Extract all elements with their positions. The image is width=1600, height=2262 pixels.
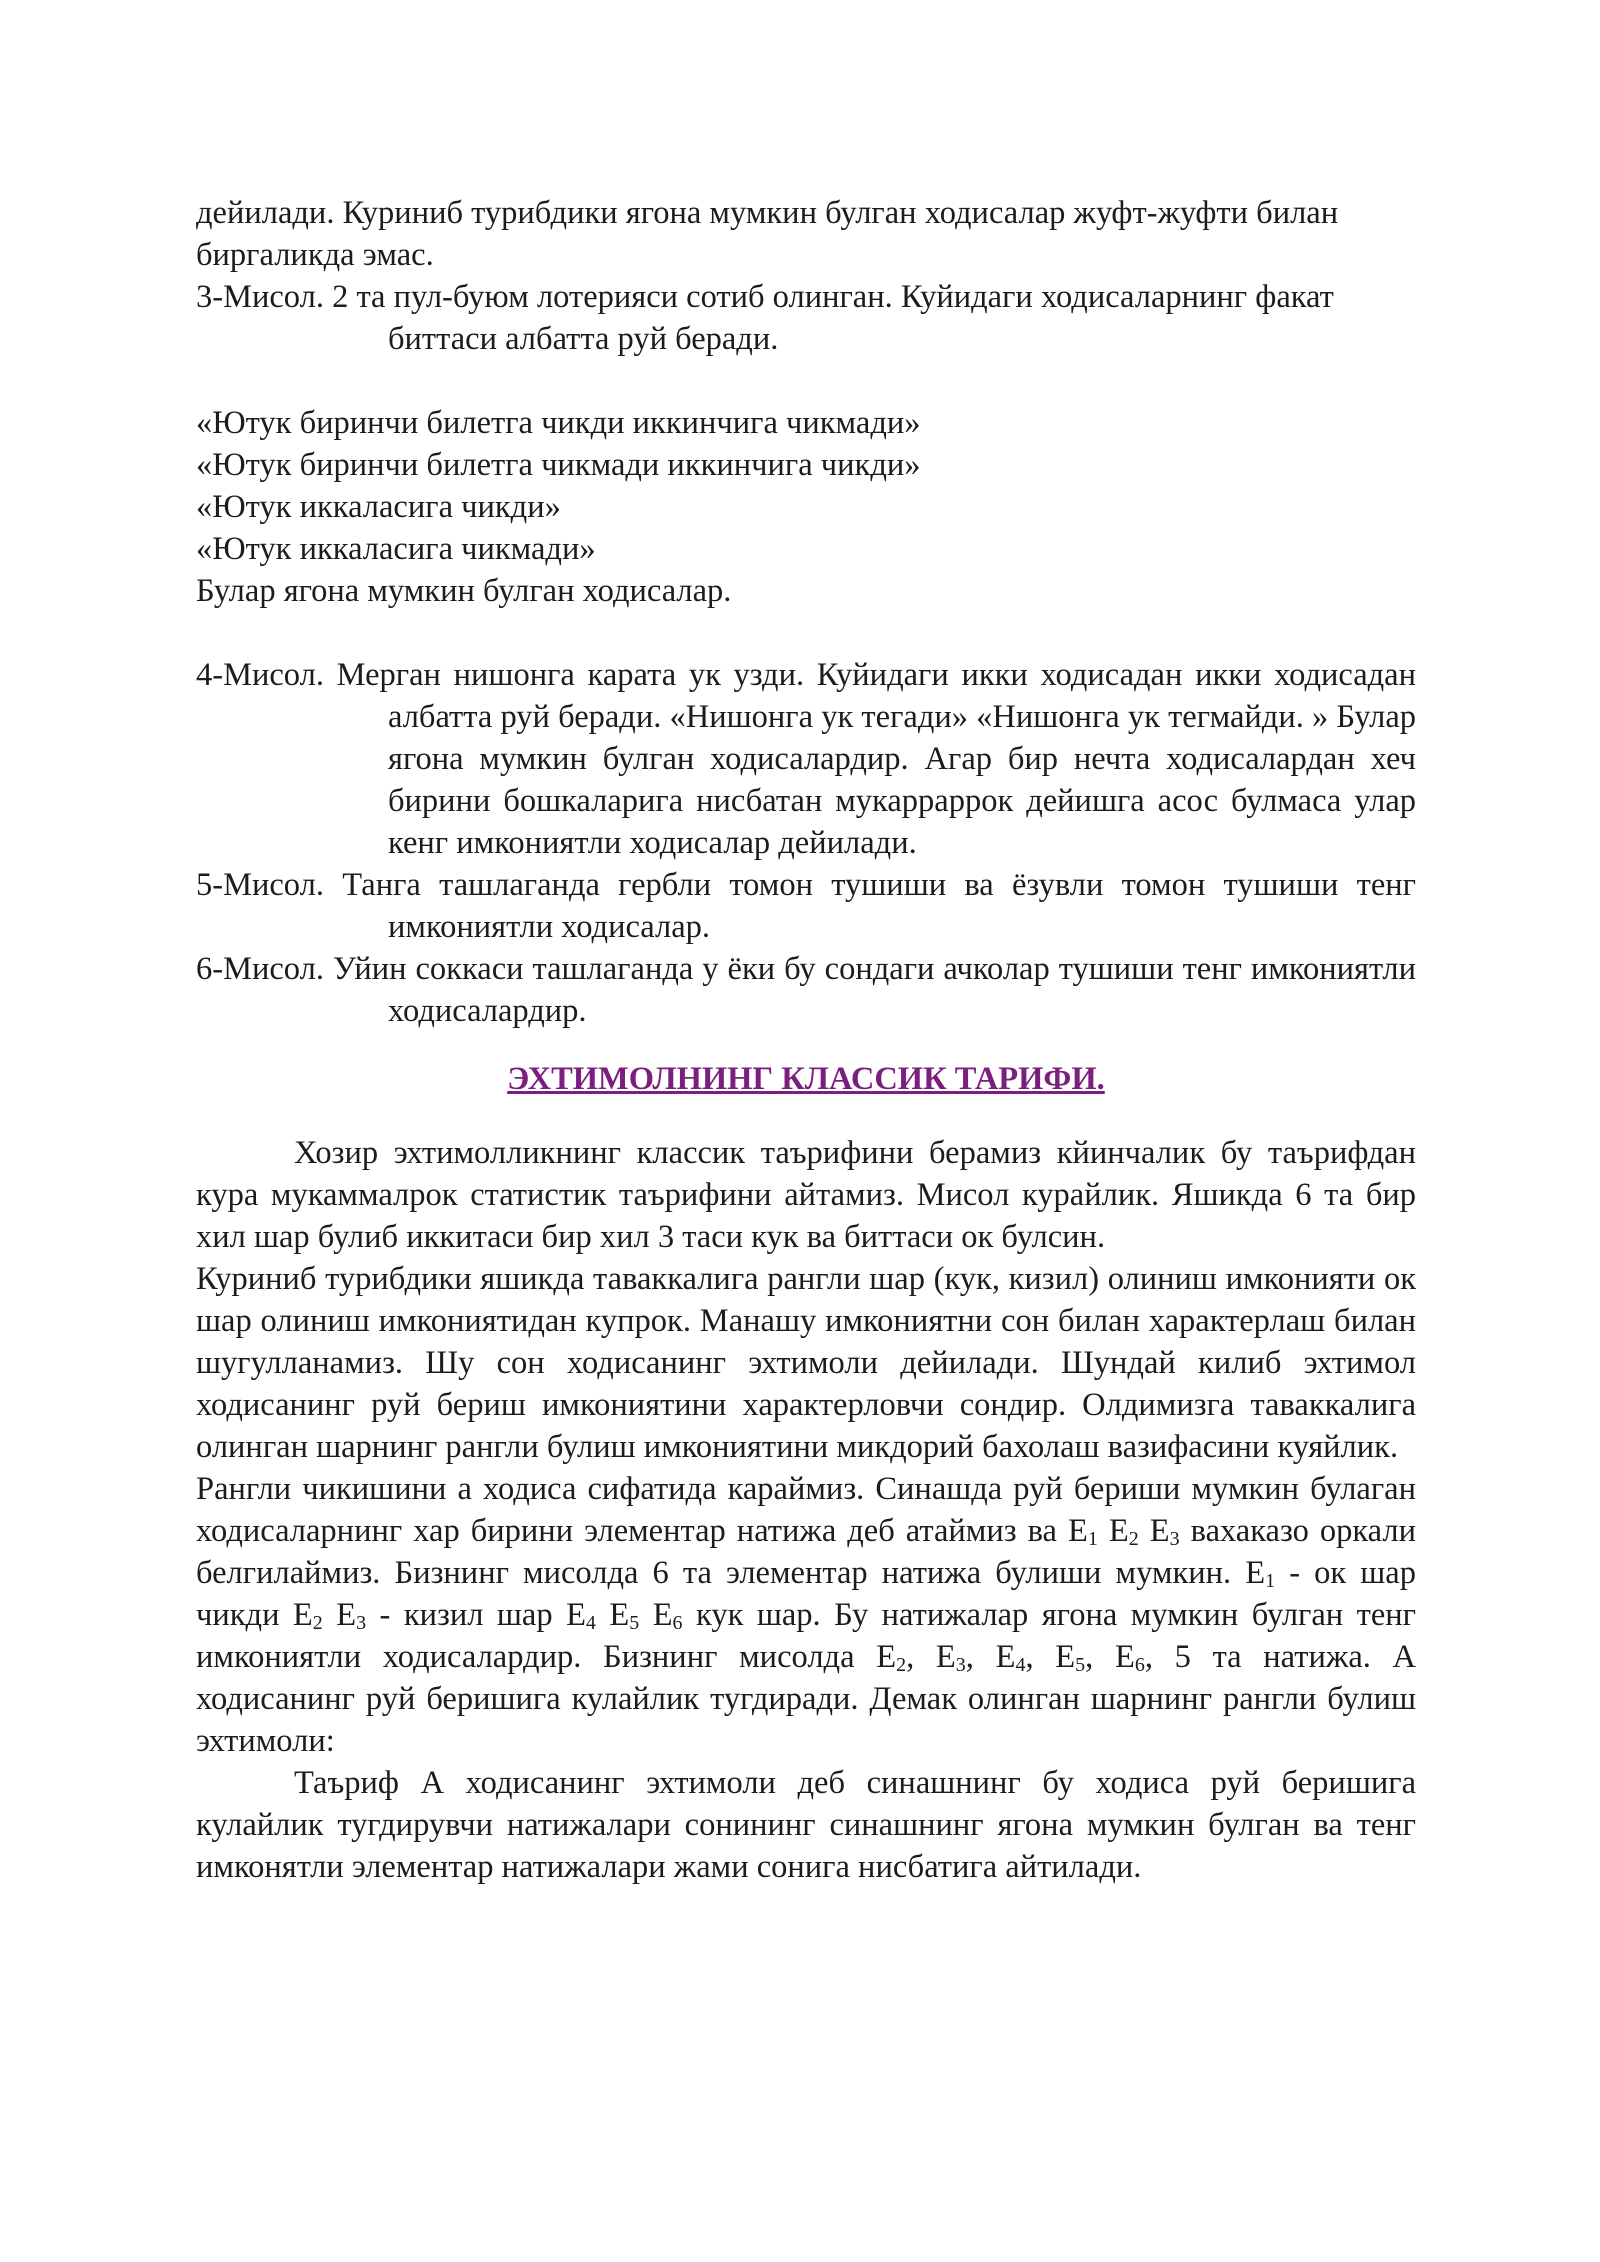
text-run: кук шар. Бу натижалар ягона мумкин булган тенг имкониятли ходисалардир. Бизнинг мисолда xyxy=(196,1597,1416,1675)
text-run: - ок шар чикди xyxy=(196,1555,1416,1633)
symbol-e5: $E_5$ xyxy=(609,1597,640,1634)
symbol-e2: $E_2$ xyxy=(292,1597,323,1634)
symbol-e2: $E_2$ xyxy=(876,1639,907,1676)
symbol-e3: $E_3$ xyxy=(336,1597,367,1634)
paragraph-colored-ball: Рангли чикишини а ходиса сифатида караймиз. Синашда руй бериши мумкин булаган ходисаларнинг хар бирини элементар натижа деб атаймиз ва $E_1$ $E_2$ $E_3$ вахаказо оркали белгилаймиз. Бизнинг мисолда 6 та элементар натижа булиши мумкин. $E_1$ - ок шар чикди $E_2$ $E_3$ - кизил шар $E_4$ $E_5$ $E_6$ кук шар. Бу натижалар ягона мумкин булган тенг имкониятли ходисалардир. Бизнинг мисолда $E_2$, $E_3$, $E_4$, $E_5$, $E_6$, 5 та натижа. А ходисанинг руй беришига кулайлик тугдиради. Демак олинган шарнинг рангли булиш эхтимоли: xyxy=(196,1471,1417,1759)
symbol-e4: $E_4$ xyxy=(995,1639,1026,1676)
symbol-e3: $E_3$ xyxy=(1149,1513,1180,1550)
example-5: 5-Мисол. Танга ташлаганда гербли томон тушиши ва ёзувли томон тушиши тенг имкониятли ходисалар. xyxy=(196,867,1416,945)
text-run: , 5 та натижа. А ходисанинг руй беришига кулайлик тугдиради. Демак олинган шарнинг рангли булиш эхтимоли: xyxy=(196,1639,1417,1759)
symbol-e4: $E_4$ xyxy=(566,1597,596,1634)
document-page xyxy=(196,192,1416,1888)
example-6: 6-Мисол. Уйин соккаси ташлаганда у ёки бу сондаги ачколар тушиши тенг имкониятли ходисалардир. xyxy=(196,951,1416,1029)
list-item: «Ютук биринчи билетга чикмади иккинчига чикди» xyxy=(196,447,921,483)
text-run: - кизил шар xyxy=(366,1597,567,1633)
paragraph-visible: Куриниб турибдики яшикда таваккалига рангли шар (кук, кизил) олиниш имконияти ок шар олиниш имкониятидан купрок. Манашу имкониятни сон билан характерлаш билан шугулланамиз. Шу сон ходисанинг эхтимоли дейилади. Шундай килиб эхтимол ходисанинг руй бериш имкониятини характерловчи сондир. Олдимизга таваккалига олинган шарнинг рангли булиш имкониятини микдорий бахолаш вазифасини куяйлик. xyxy=(196,1261,1416,1465)
symbol-e5: $E_5$ xyxy=(1055,1639,1086,1676)
list-item: «Ютук иккаласига чикмади» xyxy=(196,531,596,567)
symbol-e2: $E_2$ xyxy=(1108,1513,1139,1550)
paragraph-definition: Таъриф А ходисанинг эхтимоли деб синашнинг бу ходиса руй беришига кулайлик тугдирувчи натижалари сонининг синашнинг ягона мумкин булган ва тенг имконятли элементар натижалари жами сонига нисбатига айтилади. xyxy=(196,1765,1416,1885)
symbol-e1: $E_1$ xyxy=(1245,1555,1276,1592)
symbol-e3: $E_3$ xyxy=(935,1639,966,1676)
symbol-e6: $E_6$ xyxy=(1114,1639,1145,1676)
list-item: «Ютук биринчи билетга чикди иккинчига чикмади» xyxy=(196,405,921,441)
example-4: 4-Мисол. Мерган нишонга карата ук узди. Куйидаги икки ходисадан икки ходисадан албатта руй беради. «Нишонга ук тегади» «Нишонга ук тегмайди. » Булар ягона мумкин булган ходисалардир. Агар бир нечта ходисалардан хеч бирини бошкаларига нисбатан мукарраррок дейишга асос булмаса улар кенг имкониятли ходисалар дейилади. xyxy=(196,657,1416,861)
symbol-e1: $E_1$ xyxy=(1067,1513,1098,1550)
text-run: Рангли чикишини а ходиса сифатида караймиз. Синашда руй бериши мумкин булаган ходисаларнинг хар бирини элементар натижа деб атаймиз ва xyxy=(196,1471,1416,1549)
paragraph-continuation: дейилади. Куриниб турибдики ягона мумкин булган ходисалар жуфт-жуфти билан биргаликда эмас. xyxy=(196,195,1339,273)
example-3: 3-Мисол. 2 та пул-буюм лотерияси сотиб олинган. Куйидаги ходисаларнинг факат биттаси албатта руй беради. xyxy=(196,279,1334,357)
list-item: «Ютук иккаласига чикди» xyxy=(196,489,561,525)
text-run: вахаказо оркали белгилаймиз. Бизнинг мисолда 6 та элементар натижа булиши мумкин. xyxy=(196,1513,1417,1591)
section-heading: ЭХТИМОЛНИНГ КЛАССИК ТАРИФИ. xyxy=(507,1061,1105,1097)
paragraph-unique-events: Булар ягона мумкин булган ходисалар. xyxy=(196,573,732,609)
paragraph-intro: Хозир эхтимолликнинг классик таърифини берамиз кйинчалик бу таърифдан кура мукаммалрок статистик таърифини айтамиз. Мисол курайлик. Яшикда 6 та бир хил шар булиб иккитаси бир хил 3 таси кук ва биттаси ок булсин. xyxy=(196,1135,1416,1255)
symbol-e6: $E_6$ xyxy=(652,1597,683,1634)
